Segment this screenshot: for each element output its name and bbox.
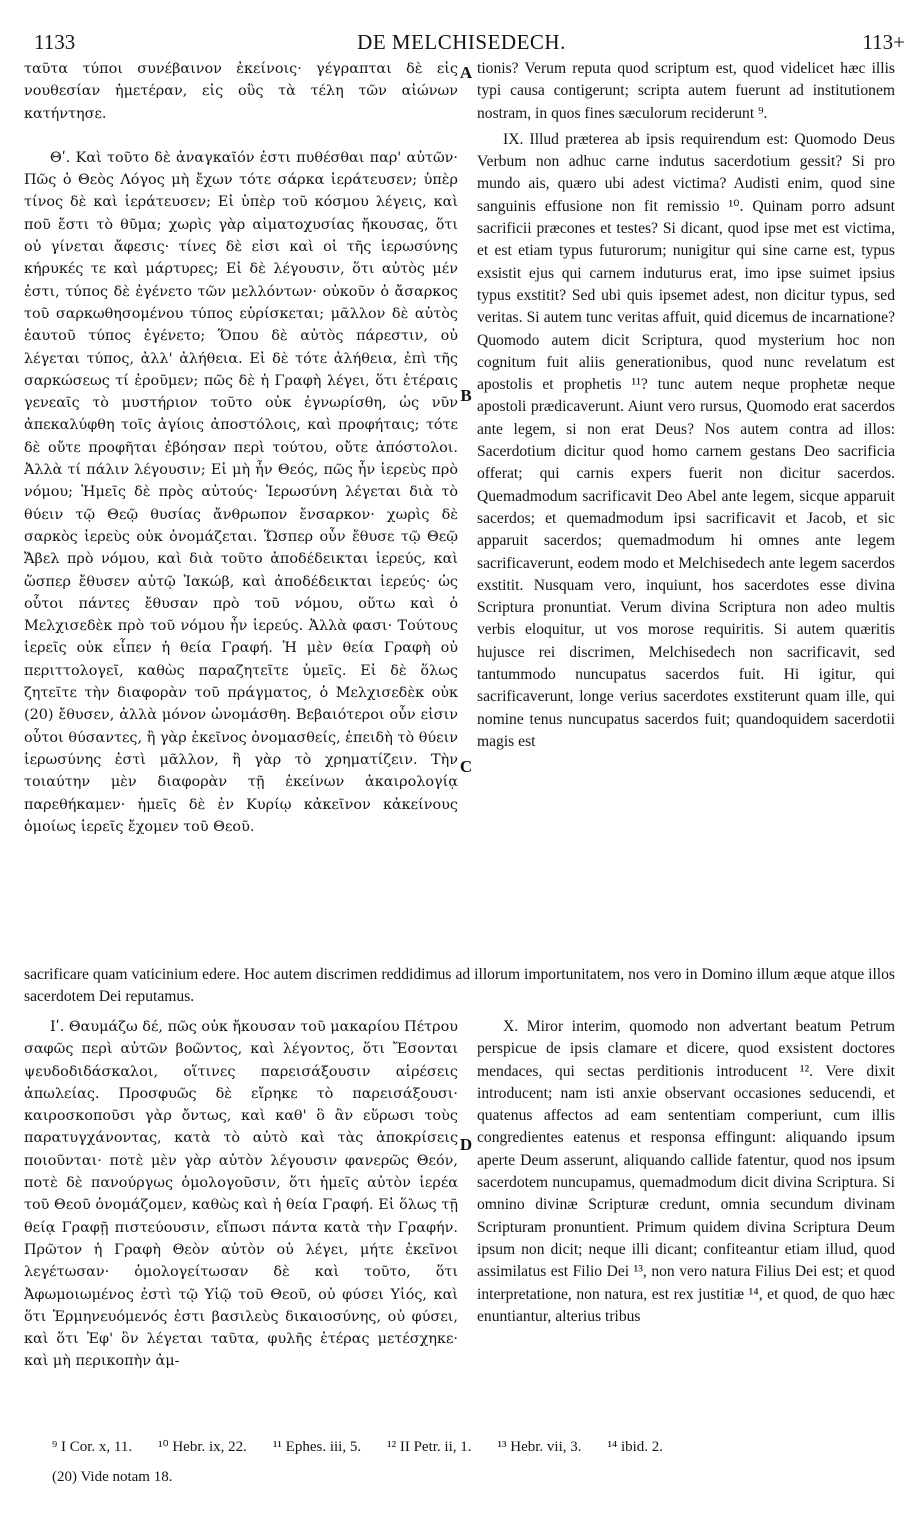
greek-paragraph-3: Iʹ. Θαυμάζω δέ, πῶς οὐκ ἤκουσαν τοῦ μακαρίου Πέτρου σαφῶς περὶ αὐτῶν βοῶντος, καὶ λέγοντος, ὅτι Ἔσονται ψευδοδιδάσκαλοι, οἵτινες παρεισάξουσιν αἱρέσεις ἀπωλείας. Προσφυῶς δὲ εἴρηκε τὸ παρεισάξουσι· καιροσκοποῦσι γὰρ ὄντως, καὶ καθ' ὃ ἂν εὕρωσι τοὺς παρατυγχάνοντας, κατὰ τὸ αὐτὸ καὶ τὰς ἀποκρίσεις ποιοῦνται· ποτὲ μὲν γὰρ αὐτὸν λέγουσιν φανερῶς Θεόν, ποτὲ δὲ πανούργως ὁμολογοῦσιν, ὅτι ἡμεῖς αὐτὸν ἱερέα τοῦ Θεοῦ ὀνομάζομεν, καθὼς καὶ ἡ θεία Γραφή. Εἰ ὅλως τῇ θείᾳ Γραφῇ πιστεύουσιν, εἴπωσι πάντα κατὰ τὴν Γραφήν. Πρῶτον ἡ Γραφὴ Θεὸν αὐτὸν οὐ λέγει, μήτε ἐκεῖνοι λεγέτωσαν· ὁμολογείτωσαν δὲ καὶ τοῦτο, ὅτι Ἀφωμοιωμένος ἐστὶ τῷ Υἱῷ τοῦ Θεοῦ, οὐ φύσει Υἱός, καὶ ὅτι Ἑρμηνευόμενός ἐστι βασιλεὺς δικαιοσύνης, οὐ φύσει, καὶ ὅτι Ἐφ' ὃν λέγεται ταῦτα, φυλῆς ἑτέρας μετέσχηκε· καὶ μὴ περικοπὴν ἀμ- <box>24 1019 458 1370</box>
full-width-continuation: sacrificare quam vaticinium edere. Hoc autem discrimen reddidimus ad illorum importunitatem, nos vero in Domino illum æque atque illos sacerdotem Dei reputamus. <box>24 966 895 1006</box>
latin-column-lower <box>477 1016 895 1328</box>
page-number-right: 113+ <box>862 30 905 54</box>
section-marker-d: D <box>459 1135 473 1154</box>
footnote-10: ¹⁰ Hebr. ix, 22. <box>158 1439 247 1455</box>
footnote-12: ¹² II Petr. ii, 1. <box>387 1439 472 1455</box>
footnote-line-1 <box>52 1432 902 1462</box>
page-number-left: 1133 <box>34 30 76 54</box>
running-title: DE MELCHISEDECH. <box>357 30 566 54</box>
section-marker-c: C <box>459 757 473 776</box>
section-marker-a: A <box>459 63 473 82</box>
greek-column-upper <box>24 58 458 838</box>
latin-paragraph-2: IX. Illud præterea ab ipsis requirendum est: Quomodo Deus Verbum non adhuc carne indutus sacerdotium gessit? Si pro mundo ais, quæro ubi adest victima? Audisti enim, quod sine sanguinis effusione non fit remissio ¹⁰. Quinam porro adsunt sacrificii præcones et testes? Si dicant, quod ipse met est victima, et est etiam typus futurorum; nunigitur qui sine carne est, typus exsistit ejus qui carnem induturus erat, imo ipse suimet ipsius typus exstitit? Sed ubi quis ipsemet adest, non dicitur typus, sed veritas. Si autem tunc veritas affuit, quid dicemus de incarnatione? Quomodo autem dicit Scriptura, quod mysterium hoc non cognitum fuit aliis generationibus, quod nunc revelatum est apostolis et prophetis ¹¹? tunc autem neque prophetæ neque apostoli prædicaverunt. Aiunt vero rursus, Quomodo erat sacerdos ante legem, si non erat Deus? Nos autem contra ad illos: Sacerdotium dicitur quod homo carnem gestans Deo sacrificia offerat; qui carnis expers fuerit non dicitur sacerdos. Quemadmodum sacrificavit Deo Abel ante legem, sicque apparuit sacerdos; et quemadmodum ipsi sacrificavit et Jacob, et sic apparuit sacerdos; quemadmodum hi omnes ante legem sacrificaverunt, eodem modo et Melchisedech ante legem sacerdos exstitit. Nusquam vero, inquiunt, hos sacerdotes esse divina Scriptura pronuntiat. Verum divina Scriptura non adeo multis verbis eloquitur, ut vos morose requiritis. Si autem quæritis hujusce rei discrimen, Melchisedech non sacrificavit, sed tantummodo nuncupatus sacerdos fuit. Hi igitur, qui sacrificaverunt, longe verius sacerdotes exstiterunt quam ille, qui nomine tenus nuncupatus sacerdos fuit; quandoquidem sacerdotii magis est <box>477 130 895 750</box>
greek-column-lower <box>24 1016 458 1373</box>
latin-paragraph-1: tionis? Verum reputa quod scriptum est, quod videlicet hæc illis typi causa contigerunt; scripta autem fuerunt ad institutionem nostram, in quos fines sæculorum reciderunt ⁹. <box>477 60 895 122</box>
latin-paragraph-3: X. Miror interim, quomodo non advertant beatum Petrum perspicue de ipsis clamare et dicere, quod exsistent doctores mendaces, qui sectas perditionis introducent ¹². Vere dixit introducent; nam isti anxie observant occasiones seducendi, et quatenus affectos ad eam sententiam comperiunt, cum illis congredientes eatenus et responsa effingunt: aliquando ipsum aperte Deum asserunt, aliquando callide fatentur, quod nos ipsum sacerdotem nuncupamus, quemadmodum dicit divina Scriptura. Si omnino divinæ Scripturæ credunt, omnia secundum divinam Scripturam pronuntient. Primum quidem divina Scriptura Deum ipsum non dicit; neque illi dicant; confiteantur etiam illud, quod assimilatus est Filio Dei ¹³, non vero natura Filius Dei est; et quod interpretatione, non natura, est rex justitiæ ¹⁴, et quod, de quo hæc enuntiantur, alterius tribus <box>477 1018 895 1325</box>
footnote-13: ¹³ Hebr. vii, 3. <box>497 1439 582 1455</box>
footnote-11: ¹¹ Ephes. iii, 5. <box>272 1439 362 1455</box>
section-marker-b: B <box>460 386 472 405</box>
greek-paragraph-1: ταῦτα τύποι συνέβαινον ἐκείνοις· γέγραπται δὲ εἰς νουθεσίαν ἡμετέραν, εἰς οὓς τὰ τέλη τῶν αἰώνων κατήντησε. <box>24 61 458 122</box>
footnote-14: ¹⁴ ibid. 2. <box>607 1439 664 1455</box>
footnote-9: ⁹ I Cor. x, 11. <box>52 1439 133 1455</box>
footnote-20: (20) Vide notam 18. <box>52 1469 173 1485</box>
footnotes <box>52 1432 902 1492</box>
running-header <box>18 30 905 56</box>
greek-paragraph-2: Θʹ. Καὶ τοῦτο δὲ ἀναγκαῖόν ἐστι πυθέσθαι παρ' αὐτῶν· Πῶς ὁ Θεὸς Λόγος μὴ ἔχων τότε σάρκα ἱεράτευσεν; ὑπὲρ τίνος δὲ καὶ ἱεράτευσεν; Εἰ ὑπὲρ τοῦ κόσμου λέγεις, καὶ ποῦ ἔστι τὸ θῦμα; χωρὶς γὰρ αἱματοχυσίας ἤκουσας, ὅτι οὐ γίνεται ἄφεσις· τίνες δὲ εἰσι καὶ οἱ τῆς ἱερωσύνης κήρυκές τε καὶ μάρτυρες; Εἰ δὲ λέγουσιν, ὅτι αὐτὸς μέν ἐστι, τύπος δὲ ἐγένετο τῶν μελλόντων· οὐκοῦν ὁ ἄσαρκος τοῦ σαρκωθησομένου τύπος εὑρίσκεται; μᾶλλον δὲ αὐτὸς ἑαυτοῦ τύπος ἐγένετο; Ὅπου δὲ αὐτὸς πάρεστιν, οὐ λέγεται τύπος, ἀλλ' ἀλήθεια. Εἰ δὲ τότε ἀλήθεια, ἐπὶ τῆς σαρκώσεως τί ἐροῦμεν; πῶς δὲ ἡ Γραφὴ λέγει, ὅτι ἑτέραις γενεαῖς τὸ μυστήριον τοῦτο οὐκ ἐγνωρίσθη, ὡς νῦν ἀπεκαλύφθη τοῖς ἁγίοις ἀποστόλοις, καὶ προφήταις; τότε δὲ οὔτε προφῆται ἐβόησαν περὶ τούτου, οὔτε ἀπόστολοι. Ἀλλὰ τί πάλιν λέγουσιν; Εἰ μὴ ἦν Θεός, πῶς ἦν ἱερεὺς πρὸ νόμου; Ἡμεῖς δὲ πρὸς αὐτούς· Ἱερωσύνη λέγεται διὰ τὸ θύειν τῷ Θεῷ θυσίας ἄνθρωπον ἔνσαρκον· χωρὶς δὲ σαρκὸς ἱερεὺς οὐκ ὀνομάζεται. Ὥσπερ οὖν ἔθυσε τῷ Θεῷ Ἄβελ πρὸ νόμου, καὶ διὰ τοῦτο ἀποδέδεικται ἱερεύς, καὶ ὥσπερ ἔθυσεν αὐτῷ Ἰακώβ, καὶ ἀποδέδεικται ἱερεύς· ὡς οὗτοι πάντες ἔθυσαν πρὸ τοῦ νόμου, οὕτω καὶ ὁ Μελχισεδὲκ πρὸ τοῦ νόμου ἦν ἱερεύς. Ἀλλὰ φασι· Τούτους ἱερεῖς οὐκ εἶπεν ἡ θεία Γραφή. Ἡ μὲν θεία Γραφὴ οὐ περιττολογεῖ, καθὼς παραζητεῖτε ὑμεῖς. Εἰ δὲ ὅλως ζητεῖτε τὴν διαφορὰν τοῦ πράγματος, ὁ Μελχισεδὲκ οὐκ (20) ἔθυσεν, ἀλλὰ μόνον ὠνομάσθη. Βεβαιότεροι οὖν εἰσιν οὗτοι θύσαντες, ἢ γὰρ ἐκεῖνος ὀνομασθείς, ἐπειδὴ τὸ θύειν ἱερωσύνης ἐστὶ μᾶλλον, ἢ γὰρ τὸ χρηματίζειν. Τὴν τοιαύτην μὲν διαφορὰν τῇ ἐκείνων ἀκαιρολογίᾳ παρεθήκαμεν· ἡμεῖς δὲ ἐν Κυρίῳ κἀκεῖνον κἀκείνους ὁμοίως ἱερεῖς ἔχομεν τοῦ Θεοῦ. <box>24 149 458 835</box>
latin-column-upper <box>477 58 895 753</box>
